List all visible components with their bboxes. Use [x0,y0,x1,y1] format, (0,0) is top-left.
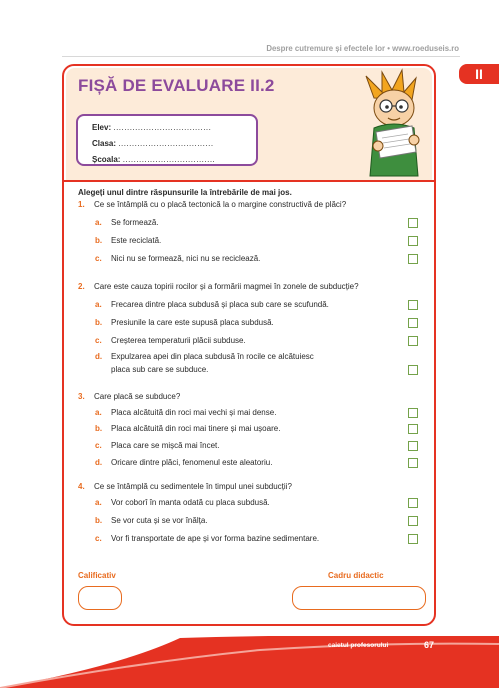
page-number: 67 [424,640,435,650]
option-letter: c. [95,534,102,543]
option-letter: a. [95,218,102,227]
option-letter: b. [95,318,103,327]
option-letter: b. [95,236,103,245]
option-text: Oricare dintre plăci, fenomenul este aleatoriu. [111,458,273,467]
question-text: Care placă se subduce? [94,392,181,401]
option-text: Se formează. [111,218,159,227]
option-letter: d. [95,458,103,467]
worksheet-frame [62,64,436,626]
option-2b [95,318,274,327]
option-3a [95,408,276,417]
checkbox-3c[interactable] [408,441,418,451]
option-4c [95,534,319,543]
worksheet-title: FIȘĂ DE EVALUARE II.2 [78,76,275,95]
checkbox-1c[interactable] [408,254,418,264]
option-text: Creșterea temperaturii plăcii subduse. [111,336,246,345]
field-dots: ................................... [118,139,214,148]
boy-reading-illustration-icon [352,68,436,178]
checkbox-2b[interactable] [408,318,418,328]
option-text: Presiunile la care este supusă placa subdusă. [111,318,274,327]
checkbox-3a[interactable] [408,408,418,418]
option-letter: a. [95,498,102,507]
band-divider [64,180,434,182]
field-dots: .................................. [122,155,216,164]
checkbox-3b[interactable] [408,424,418,434]
cadru-didactic-input-box[interactable] [292,586,426,610]
question-4 [78,482,292,491]
option-2d-continued: placa sub care se subduce. [111,365,209,374]
option-3b [95,424,280,433]
option-letter: a. [95,300,102,309]
option-letter: a. [95,408,102,417]
option-1b [95,236,161,245]
option-3c [95,441,219,450]
option-text: Este reciclată. [111,236,162,245]
checkbox-4a[interactable] [408,498,418,508]
option-3d [95,458,272,467]
option-2c [95,336,246,345]
question-number: 3. [78,392,85,401]
question-1 [78,200,346,209]
option-text: Placa alcătuită din roci mai vechi și mai dense. [111,408,277,417]
question-text: Ce se întâmplă cu o placă tectonică la o margine constructivă de plăci? [94,200,347,209]
calificativ-input-box[interactable] [78,586,122,610]
option-2a [95,300,329,309]
question-text: Care este cauza topirii rocilor și a formării magmei în zonele de subducție? [94,282,359,291]
option-text: Placa care se mișcă mai încet. [111,441,220,450]
checkbox-3d[interactable] [408,458,418,468]
option-4a [95,498,270,507]
calificativ-label: Calificativ [78,571,116,580]
question-3 [78,392,180,401]
option-letter: c. [95,441,102,450]
question-number: 4. [78,482,85,491]
option-1c [95,254,260,263]
option-text: Frecarea dintre placa subdusă și placa sub care se scufundă. [111,300,329,309]
instruction-text: Alegeți unul dintre răspunsurile la întrebările de mai jos. [78,188,292,197]
option-text: Vor coborî în manta odată cu placa subdusă. [111,498,270,507]
footer-label: caietul profesorului [328,642,389,649]
checkbox-4b[interactable] [408,516,418,526]
option-letter: c. [95,336,102,345]
cadru-didactic-label: Cadru didactic [328,571,384,580]
question-number: 2. [78,282,85,291]
student-info-box [76,114,258,166]
option-letter: d. [95,352,103,361]
question-text: Ce se întâmplă cu sedimentele în timpul unei subducții? [94,482,292,491]
running-header: Despre cutremure și efectele lor • www.roeduseis.ro [266,44,459,53]
checkbox-1b[interactable] [408,236,418,246]
option-text: Vor fi transportate de ape și vor forma bazine sedimentare. [111,534,320,543]
option-text: Nici nu se formează, nici nu se reciclează. [111,254,261,263]
field-label: Școala: [92,155,121,164]
checkbox-1a[interactable] [408,218,418,228]
question-2 [78,282,359,291]
header-divider [62,56,460,57]
field-label: Clasa: [92,139,117,148]
question-number: 1. [78,200,85,209]
option-letter: b. [95,424,103,433]
student-field-school[interactable] [92,152,256,168]
checkbox-2c[interactable] [408,336,418,346]
option-1a [95,218,159,227]
option-text: Placa alcătuită din roci mai tinere și mai ușoare. [111,424,281,433]
option-text: Expulzarea apei din placa subdusă în rocile ce alcătuiesc [111,352,314,361]
checkbox-2d[interactable] [408,365,418,375]
student-field-name[interactable] [92,120,256,136]
option-2d [95,352,314,361]
option-text: Se vor cuta și se vor înălța. [111,516,208,525]
section-tab: II [459,64,499,84]
checkbox-4c[interactable] [408,534,418,544]
option-4b [95,516,208,525]
field-dots: .................................... [113,123,212,132]
option-letter: b. [95,516,103,525]
option-letter: c. [95,254,102,263]
student-field-class[interactable] [92,136,256,152]
field-label: Elev: [92,123,112,132]
checkbox-2a[interactable] [408,300,418,310]
